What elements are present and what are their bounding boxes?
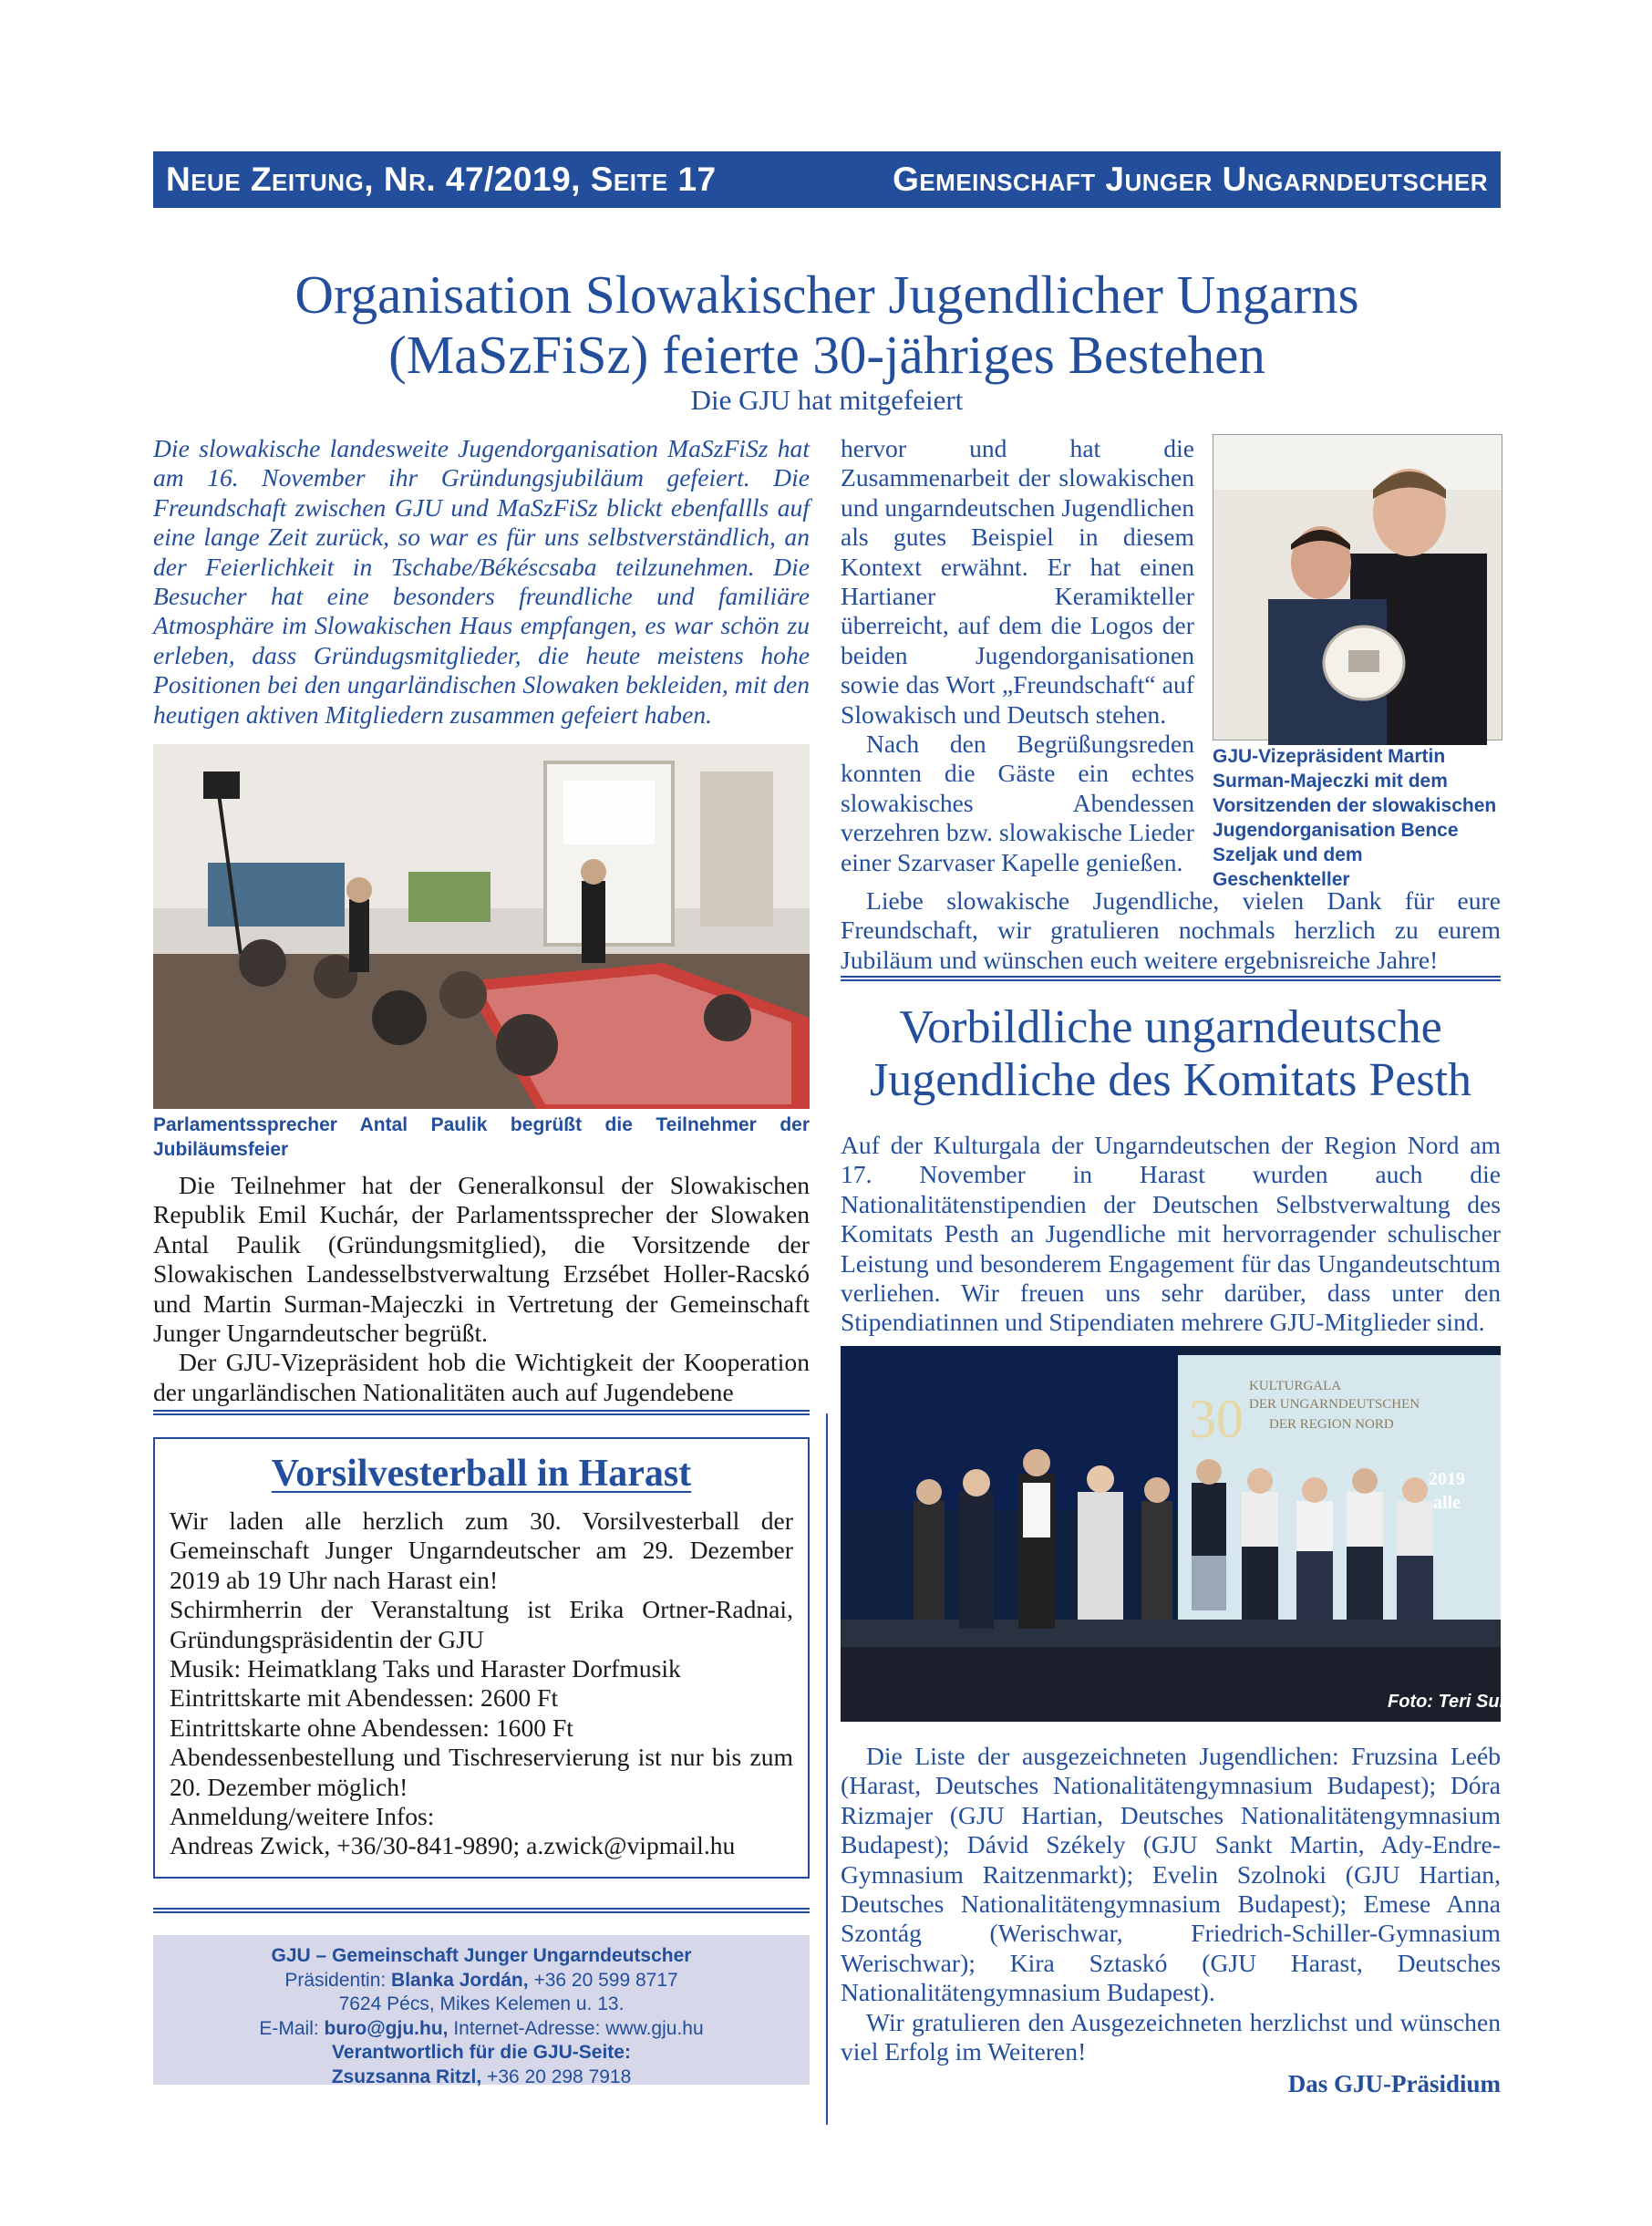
header-right: Gemeinschaft Junger Ungarndeutscher <box>893 160 1488 198</box>
article1-title <box>153 264 1501 385</box>
article1-title-line2: (MaSzFiSz) feierte 30-jähriges Bestehen <box>388 325 1265 385</box>
photo1-caption: Parlamentssprecher Antal Paulik begrüßt die Teilnehmer der Jubiläumsfeier <box>153 1114 810 1160</box>
article1-closing: Liebe slowakische Jugendliche, vielen Dank für eure Freundschaft, wir gratulieren nochmals herzlich zu eurem Jubiläum und wünschen euch weitere ergebnisreiche Jahre! <box>841 886 1501 974</box>
stage-text-3: DER REGION NORD <box>1269 1417 1394 1432</box>
article1-para2: Der GJU-Vizepräsident hob die Wichtigkeit der Kooperation der ungarländischen Nationalitäten auch auf Jugendebene <box>153 1348 810 1406</box>
article1-para1: Die Teilnehmer hat der Generalkonsul der Slowakischen Republik Emil Kuchár, der Parlamentssprecher der Slowaken Antal Paulik (Gründungsmitglied), die Vorsitzende der Slowakischen Landesselbstverwaltung Erzsébet Holler-Racskó und Martin Surman-Majeczki in Vertretung der Gemeinschaft Junger Ungarndeutscher begrüßt. <box>153 1171 810 1348</box>
stage-number: 30 <box>1189 1389 1244 1449</box>
event-p1: Wir laden alle herzlich zum 30. Vorsilvesterball der Gemeinschaft Junger Ungarndeutscher am 29. Dezember 2019 ab 19 Uhr nach Harast ein! <box>170 1506 793 1594</box>
page-header <box>153 151 1501 208</box>
article2-para3: Wir gratulieren den Ausgezeichneten herzlichst und wünschen viel Erfolg im Weiteren! <box>841 2007 1501 2066</box>
article1-col2-para1: hervor und hat die Zusammenarbeit der slowakischen und ungarndeutschen Jugendlichen als gutes Beispiel in diesem Kontext erwähnt. Er hat einen Hartianer Keramikteller überreicht, auf dem die Logos der beiden Jugendorganisationen sowie das Wort „Freundschaft“ auf Slowakisch und Deutsch stehen. <box>841 434 1194 729</box>
stage-halle: alle <box>1433 1493 1461 1513</box>
photo-two-men <box>1213 434 1502 740</box>
contact-president: Präsidentin: Blanka Jordán, +36 20 599 8717 <box>284 1969 678 1991</box>
stage-year: 2019 <box>1429 1469 1465 1489</box>
rule-left-2 <box>153 1908 810 1913</box>
event-ticket-nodinner: Eintrittskarte ohne Abendessen: 1600 Ft <box>170 1713 573 1742</box>
article1-subtitle: Die GJU hat mitgefeiert <box>690 384 964 416</box>
contact-address: 7624 Pécs, Mikes Kelemen u. 13. <box>338 1993 625 2014</box>
article2-title-line2: Jugendliche des Komitats Pesth <box>869 1054 1472 1106</box>
contact-email-web: E-Mail: buro@gju.hu, Internet-Adresse: www.gju.hu <box>259 2017 704 2039</box>
header-left: Neue Zeitung, Nr. 47/2019, Seite 17 <box>166 160 717 198</box>
article2-signature: Das GJU-Präsidium <box>1287 2070 1501 2097</box>
rule-right <box>841 976 1501 981</box>
contact-box <box>153 1935 810 2085</box>
photo-kulturgala <box>841 1346 1544 1722</box>
event-ticket-dinner: Eintrittskarte mit Abendessen: 2600 Ft <box>170 1683 559 1713</box>
article1-title-line1: Organisation Slowakischer Jugendlicher Ungarns <box>294 264 1359 325</box>
article2-title-line1: Vorbildliche ungarndeutsche <box>899 1001 1442 1053</box>
contact-email[interactable]: buro@gju.hu, <box>324 2017 449 2039</box>
article1-col2 <box>841 434 1194 877</box>
photo2-caption: GJU-Vizepräsident Martin Surman-Majeczki mit dem Vorsitzenden der slowakischen Jugendorganisation Bence Szeljak und dem Geschenkteller <box>1213 746 1497 890</box>
contact-responsible: Verantwortlich für die GJU-Seite: <box>332 2042 631 2063</box>
article2-para1: Auf der Kulturgala der Ungarndeutschen der Region Nord am 17. November in Harast wurden auch die Nationalitätenstipendien der Deutschen Selbstverwaltung des Komitats Pesth an Jugendliche mit hervorragender schulischer Leistung und besonderem Engagement für das Ungandeutschtum verliehen. Wir freuen uns sehr darüber, dass unter den Stipendiatinnen und Stipendiaten mehrere GJU-Mitglieder sind. <box>841 1131 1501 1337</box>
event-contact: Andreas Zwick, +36/30-841-9890; a.zwick@vipmail.hu <box>170 1831 736 1860</box>
contact-responsible-person: Zsuzsanna Ritzl, +36 20 298 7918 <box>331 2066 632 2087</box>
article1-left-body <box>153 1171 810 1407</box>
event-title: Vorsilvesterball in Harast <box>271 1453 692 1495</box>
article1-col2-para2: Nach den Begrüßungsreden konnten die Gäste ein echtes slowakisches Abendessen verzehren bzw. slowakische Lieder einer Szarvaser Kapelle genießen. <box>841 730 1194 876</box>
photo-two-men-image <box>1213 435 1502 740</box>
event-body <box>155 1496 808 1861</box>
photo-credit: Foto: Teri Surman <box>1388 1692 1544 1712</box>
article2-body <box>841 1742 1501 2066</box>
event-patron: Schirmherrin der Veranstaltung ist Erika Ortner-Radnai, Gründungspräsidentin der GJU <box>170 1595 793 1653</box>
event-music: Musik: Heimatklang Taks und Haraster Dorfmusik <box>170 1654 681 1683</box>
event-reservation: Abendessenbestellung und Tischreservierung ist nur bis zum 20. Dezember möglich! <box>170 1743 793 1801</box>
rule-left <box>153 1410 810 1415</box>
photo-jubilee-image <box>153 744 810 1109</box>
article1-lead: Die slowakische landesweite Jugendorganisation MaSzFiSz hat am 16. November ihr Gründungsjubiläum gefeiert. Die Freundschaft zwischen GJU und MaSzFiSz blickt ebenfallls auf eine lange Zeit zurück, so war es für uns selbstverständlich, an der Feierlichkeit in Tschabe/Békéscsaba teilzunehmen. Die Besucher hat eine besonders freundliche und familiäre Atmosphäre im Slowakischen Haus empfangen, es war schön zu erleben, dass Gründugsmitglieder, die heute meistens hohe Positionen bei den ungarländischen Slowaken bekleiden, mit den heutigen aktiven Mitgliedern zusammen gefeiert haben. <box>153 434 810 729</box>
photo-kulturgala-image <box>841 1346 1544 1722</box>
stage-text-1: KULTURGALA <box>1249 1379 1342 1393</box>
event-box <box>153 1437 810 1879</box>
article2-title <box>841 1001 1501 1107</box>
contact-org: GJU – Gemeinschaft Junger Ungarndeutscher <box>271 1945 692 1966</box>
photo-jubilee-hall <box>153 744 810 1109</box>
event-info-label: Anmeldung/weitere Infos: <box>170 1802 435 1831</box>
column-divider <box>826 1413 828 2125</box>
contact-web[interactable]: Internet-Adresse: www.gju.hu <box>448 2017 704 2039</box>
article2-para2: Die Liste der ausgezeichneten Jugendlichen: Fruzsina Leéb (Harast, Deutsches Nationalitätengymnasium Budapest); Dóra Rizmajer (GJU Hartian, Deutsches Nationalitätengymnasium Budapest); Dávid Székely (GJU Sankt Martin, Ady-Endre-Gymnasium Raitzenmarkt); Evelin Szolnoki (GJU Hartian, Deutsches Nationalitätengymnasium Budapest); Emese Anna Szontág (Werischwar, Friedrich-Schiller-Gymnasium Werischwar); Kira Sztaskó (GJU Harast, Deutsches Nationalitätengymnasium Budapest). <box>841 1742 1501 2007</box>
stage-text-2: DER UNGARNDEUTSCHEN <box>1249 1397 1420 1412</box>
article2-para1-wrap <box>841 1131 1501 1338</box>
article1-closing-wrap <box>841 886 1501 975</box>
